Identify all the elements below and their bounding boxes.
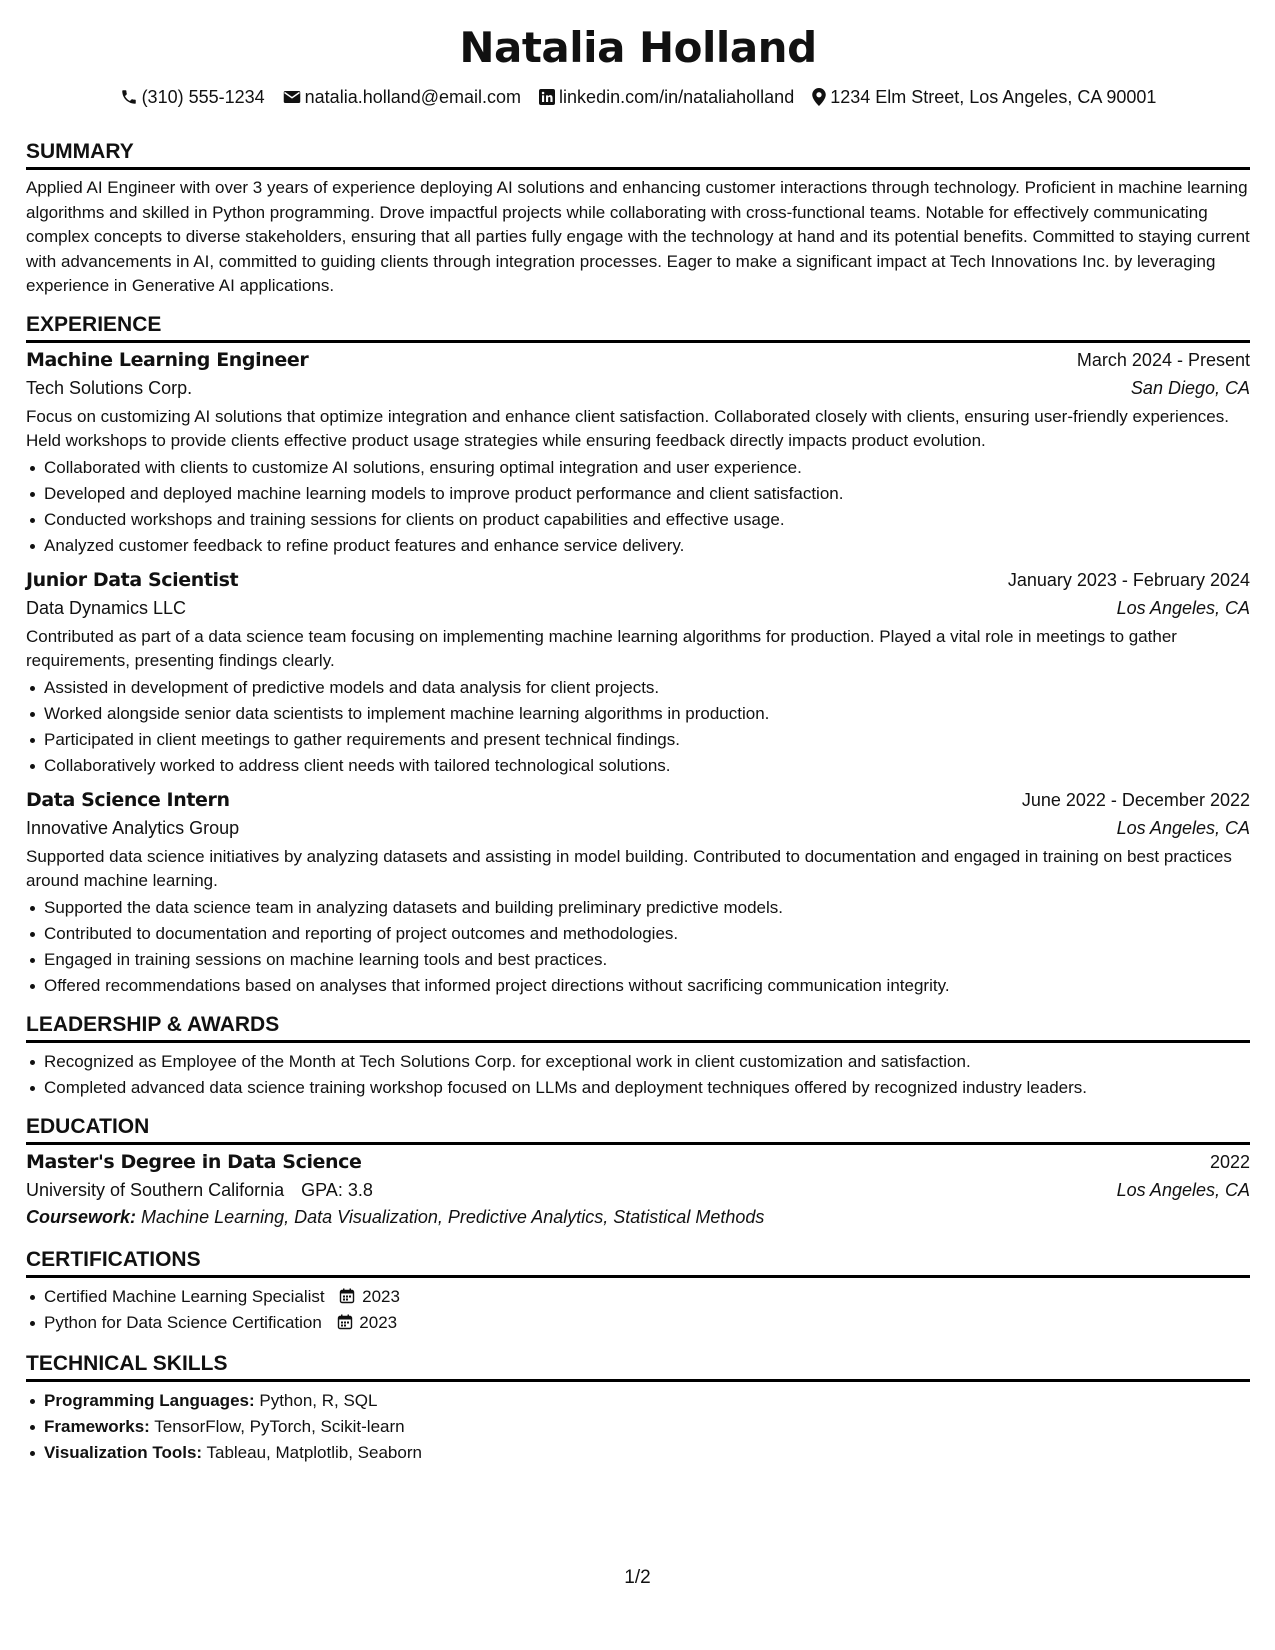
job-description: Contributed as part of a data science team focusing on implementing machine learning algorithms for production. Played a vital role in meetings to gather requirements, presenting findings clearly. xyxy=(26,626,1177,670)
job-description: Supported data science initiatives by analyzing datasets and assisting in model building. Contributed to documentation and engaged in training on best practices around machine learning. xyxy=(26,846,1232,890)
list-item xyxy=(44,1310,1250,1336)
address-text: 1234 Elm Street, Los Angeles, CA 90001 xyxy=(830,87,1157,107)
envelope-icon xyxy=(283,89,301,105)
job-title: Junior Data Scientist xyxy=(26,568,239,591)
job-title: Data Science Intern xyxy=(26,788,230,811)
job-company: Data Dynamics LLC xyxy=(26,597,187,618)
coursework-label: Coursework: xyxy=(26,1206,137,1227)
cert-year: 2023 xyxy=(362,1286,400,1306)
list-item xyxy=(44,1414,1250,1440)
summary-section xyxy=(26,138,1250,299)
job-location: Los Angeles, CA xyxy=(1116,597,1250,618)
job-location: Los Angeles, CA xyxy=(1116,817,1250,838)
gpa: GPA: 3.8 xyxy=(301,1179,373,1200)
job-entry xyxy=(26,349,1250,559)
leadership-section xyxy=(26,1011,1250,1101)
job-entry xyxy=(26,789,1250,999)
list-item: Assisted in development of predictive models and data analysis for client projects. xyxy=(44,675,1250,701)
certifications-section xyxy=(26,1246,1250,1336)
list-item: Supported the data science team in analyzing datasets and building preliminary predictive models. xyxy=(44,895,1250,921)
page-number: 1/2 xyxy=(624,1567,651,1588)
linkedin-icon xyxy=(539,89,555,105)
coursework-list: Machine Learning, Data Visualization, Predictive Analytics, Statistical Methods xyxy=(141,1206,765,1227)
job-description: Focus on customizing AI solutions that optimize integration and enhance client satisfaction. Collaborated closely with clients, ensuring user-friendly experiences. Held workshops to provide clients effective product usage strategies while ensuring feedback directly impacts product evolution. xyxy=(26,406,1229,450)
skills-section xyxy=(26,1350,1250,1466)
job-title: Machine Learning Engineer xyxy=(26,348,309,371)
certifications-heading: CERTIFICATIONS xyxy=(26,1246,1250,1278)
skills-heading: TECHNICAL SKILLS xyxy=(26,1350,1250,1382)
graduation-year: 2022 xyxy=(1209,1151,1250,1172)
summary-heading: SUMMARY xyxy=(26,138,1250,170)
list-item: Participated in client meetings to gather requirements and present technical findings. xyxy=(44,727,1250,753)
list-item: Engaged in training sessions on machine learning tools and best practices. xyxy=(44,947,1250,973)
job-entry xyxy=(26,569,1250,779)
job-company: Innovative Analytics Group xyxy=(26,817,240,838)
list-item xyxy=(44,1440,1250,1466)
experience-heading: EXPERIENCE xyxy=(26,311,1250,343)
contact-bar xyxy=(26,84,1250,110)
list-item: Developed and deployed machine learning models to improve product performance and client satisfaction. xyxy=(44,481,1250,507)
linkedin-text: linkedin.com/in/nataliaholland xyxy=(559,87,795,107)
job-bullets xyxy=(26,675,1250,779)
cert-year: 2023 xyxy=(359,1312,398,1332)
education-heading: EDUCATION xyxy=(26,1113,1250,1145)
job-location: San Diego, CA xyxy=(1130,377,1250,398)
leadership-heading: LEADERSHIP & AWARDS xyxy=(26,1011,1250,1043)
list-item: Offered recommendations based on analyses that informed project directions without sacrificing communication integrity. xyxy=(44,973,1250,999)
list-item: Collaboratively worked to address client needs with tailored technological solutions. xyxy=(44,753,1250,779)
phone-text: (310) 555-1234 xyxy=(141,87,265,107)
list-item: Analyzed customer feedback to refine product features and enhance service delivery. xyxy=(44,533,1250,559)
contact-phone[interactable] xyxy=(120,84,265,110)
list-item: Contributed to documentation and reporting of project outcomes and methodologies. xyxy=(44,921,1250,947)
job-dates: January 2023 - February 2024 xyxy=(1007,569,1250,590)
list-item: Completed advanced data science training workshop focused on LLMs and deployment techniques offered by recognized industry leaders. xyxy=(44,1075,1250,1101)
job-company: Tech Solutions Corp. xyxy=(26,377,193,398)
calendar-icon xyxy=(337,1314,353,1330)
coursework xyxy=(26,1207,1250,1228)
skills-list xyxy=(26,1388,1250,1466)
list-item xyxy=(44,1284,1250,1310)
list-item: Conducted workshops and training sessions for clients on product capabilities and effective usage. xyxy=(44,507,1250,533)
list-item: Collaborated with clients to customize AI solutions, ensuring optimal integration and user experience. xyxy=(44,455,1250,481)
school-location: Los Angeles, CA xyxy=(1116,1179,1250,1200)
skill-value: Tableau, Matplotlib, Seaborn xyxy=(206,1442,422,1462)
cert-name: Python for Data Science Certification xyxy=(44,1312,322,1332)
contact-address xyxy=(812,84,1156,110)
list-item: Worked alongside senior data scientists to implement machine learning algorithms in production. xyxy=(44,701,1250,727)
calendar-icon xyxy=(339,1288,355,1304)
contact-email[interactable] xyxy=(283,84,521,110)
skill-label: Visualization Tools: xyxy=(44,1442,203,1462)
candidate-name: Natalia Holland xyxy=(459,23,817,72)
education-section xyxy=(26,1113,1250,1228)
leadership-bullets xyxy=(26,1049,1250,1101)
job-bullets xyxy=(26,895,1250,999)
skill-value: Python, R, SQL xyxy=(259,1390,378,1410)
job-dates: June 2022 - December 2022 xyxy=(1021,789,1250,810)
certifications-list xyxy=(26,1284,1250,1336)
list-item xyxy=(44,1388,1250,1414)
resume-page xyxy=(26,0,1250,1466)
job-dates: March 2024 - Present xyxy=(1076,349,1250,370)
email-text: natalia.holland@email.com xyxy=(304,87,522,107)
list-item: Recognized as Employee of the Month at Tech Solutions Corp. for exceptional work in client customization and satisfaction. xyxy=(44,1049,1250,1075)
map-pin-icon xyxy=(812,88,826,106)
skill-label: Frameworks: xyxy=(44,1416,150,1436)
skill-value: TensorFlow, PyTorch, Scikit-learn xyxy=(154,1416,405,1436)
degree-title: Master's Degree in Data Science xyxy=(26,1150,362,1173)
skill-label: Programming Languages: xyxy=(44,1390,255,1410)
school-name: University of Southern California xyxy=(26,1179,285,1200)
job-bullets xyxy=(26,455,1250,559)
summary-text: Applied AI Engineer with over 3 years of experience deploying AI solutions and enhancing customer interactions through technology. Proficient in machine learning algorithms and skilled in Python programming. Drove impactful projects while collaborating with cross-functional teams. Notable for effectively communicating complex concepts to diverse stakeholders, ensuring that all parties fully engage with the technology at hand and its potential benefits. Committed to staying current with advancements in AI, committed to guiding clients through integration processes. Eager to make a significant impact at Tech Innovations Inc. by leveraging experience in Generative AI applications. xyxy=(26,178,1250,295)
phone-icon xyxy=(120,88,138,106)
contact-linkedin[interactable] xyxy=(539,84,794,110)
experience-section xyxy=(26,311,1250,999)
cert-name: Certified Machine Learning Specialist xyxy=(44,1286,325,1306)
